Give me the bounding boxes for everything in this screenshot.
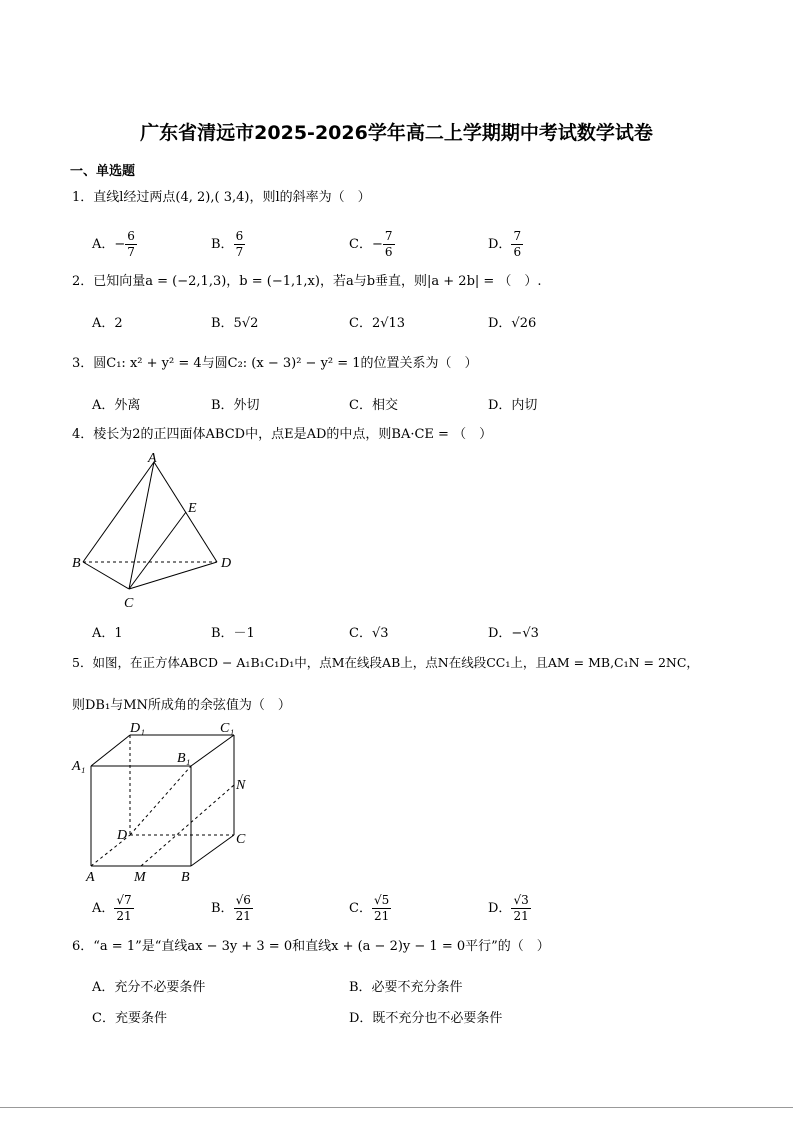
fraction-denominator: 6	[384, 245, 393, 259]
edge-a1d1	[91, 735, 130, 766]
label-m: M	[134, 870, 146, 884]
q2-option-b[interactable]: B．5√2	[211, 316, 259, 331]
option-label: D．	[488, 237, 512, 252]
option-sign: −	[114, 237, 126, 252]
tetrahedron-figure	[70, 448, 240, 614]
q2-option-d[interactable]: D．√26	[488, 316, 537, 331]
question-2-stem: 2．已知向量a = (−2,1,3)，b = (−1,1,x)，若a与b垂直，则|a + 2b| = （ ）.	[72, 274, 542, 289]
fraction-denominator: 7	[235, 245, 244, 259]
q5-option-b[interactable]	[211, 893, 253, 924]
question-5-stem: 5．如图，在正方体ABCD − A₁B₁C₁D₁中，点M在线段AB上，点N在线段CC₁上，且AM = MB,C₁N = 2NC，	[72, 655, 699, 670]
option-label: B．	[211, 901, 234, 916]
label-n: N	[236, 778, 246, 793]
question-4-stem: 4．棱长为2的正四面体ABCD中，点E是AD的中点，则BA·CE = （ ）	[72, 427, 493, 442]
page-title: 广东省清远市2025-2026学年高二上学期期中考试数学试卷	[140, 122, 653, 144]
fraction-numerator: 6	[235, 229, 244, 243]
fraction-numerator: √3	[513, 893, 529, 907]
q6-option-b[interactable]: B．必要不充分条件	[349, 980, 463, 995]
fraction-numerator: √7	[116, 893, 132, 907]
q1-option-b[interactable]	[211, 229, 245, 260]
label-b: B	[72, 556, 81, 571]
option-label: B．	[211, 237, 234, 252]
label-d: D	[221, 556, 232, 571]
question-3-stem: 3．圆C₁: x² + y² = 4与圆C₂: (x − 3)² − y² = 1的位置关系为（ ）	[72, 356, 478, 371]
label-c: C	[124, 596, 134, 611]
label-b1: B₁	[177, 751, 191, 766]
fraction-denominator: 21	[116, 909, 132, 923]
q2-option-c[interactable]: C．2√13	[349, 316, 406, 331]
label-d1: D₁	[130, 721, 145, 736]
option-label: D．	[488, 901, 512, 916]
fraction-numerator: 6	[127, 229, 135, 243]
edge-ab	[83, 462, 154, 562]
cube-figure	[68, 718, 268, 884]
q5-option-a[interactable]	[92, 893, 134, 924]
option-label: A．	[92, 237, 115, 252]
q5-option-d[interactable]	[488, 893, 531, 924]
label-a: A	[86, 870, 95, 884]
label-d: D	[117, 828, 128, 843]
q6-option-c[interactable]: C．充要条件	[92, 1011, 167, 1026]
label-a: A	[148, 451, 157, 466]
q6-option-d[interactable]: D．既不充分也不必要条件	[349, 1011, 503, 1026]
q3-option-b[interactable]: B．外切	[211, 398, 260, 413]
segment-ce	[129, 512, 186, 589]
edge-b1c1	[191, 735, 234, 766]
q1-option-d[interactable]	[488, 229, 523, 260]
edge-ac	[129, 462, 154, 589]
page-bottom-rule	[0, 1107, 793, 1108]
label-a1: A₁	[72, 759, 86, 774]
fraction-numerator: √6	[235, 893, 251, 907]
label-b: B	[181, 870, 190, 884]
q3-option-c[interactable]: C．相交	[349, 398, 398, 413]
question-6-stem: 6．“a = 1”是“直线ax − 3y + 3 = 0和直线x + (a − 2)y − 1 = 0平行”的（ ）	[72, 939, 550, 954]
label-e: E	[188, 501, 197, 516]
fraction-denominator: 21	[373, 909, 390, 923]
segment-mn	[141, 785, 234, 866]
question-5-stem-continued: 则DB₁与MN所成角的余弦值为（ ）	[72, 698, 291, 713]
q3-option-a[interactable]: A．外离	[92, 398, 141, 413]
fraction-denominator: 21	[235, 909, 251, 923]
q1-option-a[interactable]	[92, 229, 137, 260]
fraction-denominator: 21	[513, 909, 529, 923]
edge-bc	[191, 835, 234, 866]
option-label: A．	[92, 901, 115, 916]
q2-option-a[interactable]: A．2	[92, 316, 123, 331]
q3-option-d[interactable]: D．内切	[488, 398, 538, 413]
segment-db1	[130, 766, 191, 835]
q4-option-b[interactable]: B．－1	[211, 626, 255, 641]
q4-option-d[interactable]: D．−√3	[488, 626, 539, 641]
section-heading: 一、单选题	[70, 164, 136, 179]
edge-cd	[129, 562, 217, 589]
option-label: C．	[349, 237, 372, 252]
fraction-numerator: √5	[373, 893, 390, 907]
q6-option-a[interactable]: A．充分不必要条件	[92, 980, 206, 995]
option-label: C．	[349, 901, 372, 916]
label-c1: C₁	[220, 721, 235, 736]
q4-option-a[interactable]: A．1	[92, 626, 123, 641]
fraction-numerator: 7	[513, 229, 522, 243]
edge-bc	[83, 562, 129, 589]
q5-option-c[interactable]	[349, 893, 391, 924]
q4-option-c[interactable]: C．√3	[349, 626, 389, 641]
fraction-denominator: 7	[127, 245, 135, 259]
question-1-stem: 1．直线l经过两点(4, 2),( 3,4)，则l的斜率为（ ）	[72, 190, 371, 205]
label-c: C	[236, 832, 246, 847]
q1-option-c[interactable]	[349, 229, 395, 260]
fraction-numerator: 7	[384, 229, 393, 243]
fraction-denominator: 6	[513, 245, 522, 259]
option-sign: −	[371, 237, 383, 252]
